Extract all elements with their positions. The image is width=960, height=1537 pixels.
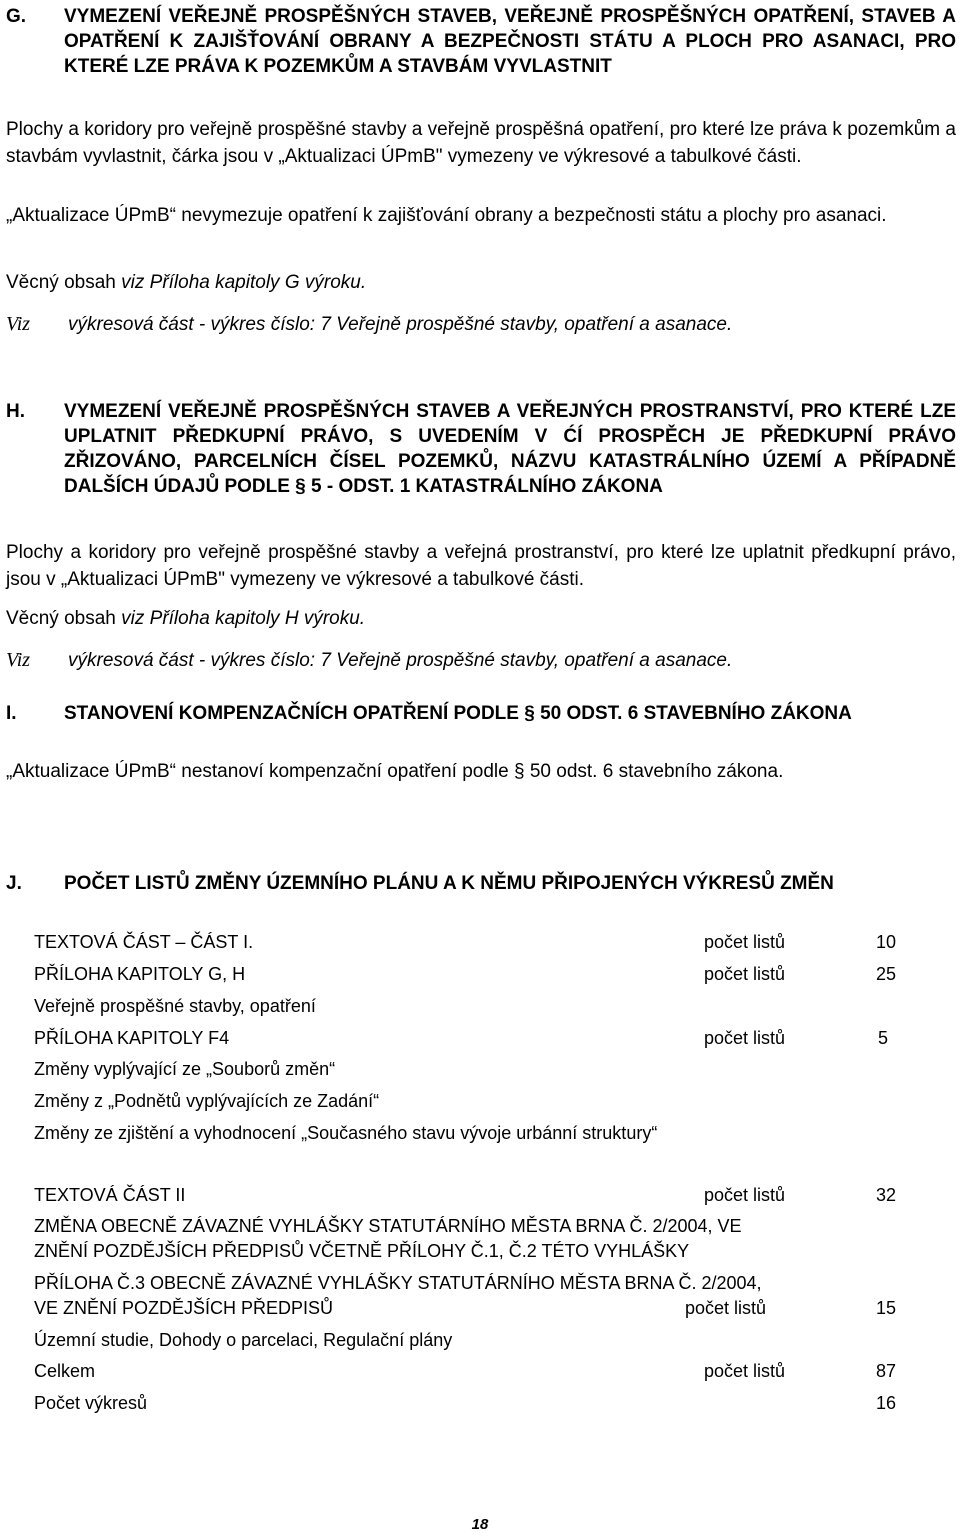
row-unit: počet listů <box>704 1361 786 1381</box>
row-count: 15 <box>875 1298 896 1318</box>
paragraph: Plochy a koridory pro veřejně prospěšné stavby a veřejná prostranství, pro které lze uplatnit předkupní právo, jsou v „Aktualizaci ÚPmB" vymezeny ve výkresové a tabulkové části. <box>6 542 956 590</box>
row-label: Změny vyplývající ze „Souborů změn“ <box>34 1059 336 1079</box>
row-label: Počet výkresů <box>34 1393 148 1413</box>
viz-label: Viz <box>6 649 31 671</box>
section-number: I. <box>6 703 17 724</box>
row-unit: počet listů <box>704 1185 786 1205</box>
row-label: Veřejně prospěšné stavby, opatření <box>34 996 316 1016</box>
section-number: H. <box>6 401 25 422</box>
viz-text: výkresová část - výkres číslo: 7 Veřejně prospěšné stavby, opatření a asanace. <box>68 314 733 335</box>
vyhlaska-line: ZNĚNÍ POZDĚJŠÍCH PŘEDPISŮ VČETNĚ PŘÍLOHY Č.1, Č.2 TÉTO VYHLÁŠKY <box>34 1241 690 1261</box>
paragraph: „Aktualizace ÚPmB“ nevymezuje opatření k zajišťování obrany a bezpečnosti státu a plochy pro asanaci. <box>6 205 887 226</box>
sheet-count-row <box>34 994 896 1018</box>
drawing-reference <box>6 647 956 674</box>
row-label: Celkem <box>34 1361 96 1381</box>
studie-line: Územní studie, Dohody o parcelaci, Regulační plány <box>34 1330 453 1350</box>
sheet-count-row <box>34 1026 896 1050</box>
content-reference-link: viz Příloha kapitoly H výroku. <box>121 608 366 629</box>
viz-label: Viz <box>6 313 31 335</box>
row-label: Změny z „Podnětů vyplývajících ze Zadání“ <box>34 1091 380 1111</box>
section-g-heading <box>6 4 956 79</box>
section-title: VYMEZENÍ VEŘEJNĚ PROSPĚŠNÝCH STAVEB A VEŘEJNÝCH PROSTRANSTVÍ, PRO KTERÉ LZE UPLATNIT PŘEDKUPNÍ PRÁVO, S UVEDENÍM V ĆÍ PROSPĚCH JE PŘEDKUPNÍ PRÁVO ZŘIZOVÁNO, PARCELNÍCH ČÍSEL POZEMKŮ, NÁZVU KATASTRÁLNÍHO ÚZEMÍ A PŘÍPADNĚ DALŠÍCH ÚDAJŮ PODLE § 5 - ODST. 1 KATASTRÁLNÍHO ZÁKONA <box>64 401 956 497</box>
content-reference <box>6 270 956 296</box>
page-number: 18 <box>471 1516 489 1533</box>
paragraph: Plochy a koridory pro veřejně prospěšné stavby a veřejně prospěšná opatření, pro které lze práva k pozemkům a stavbám vyvlastnit, čárka jsou v „Aktualizaci ÚPmB" vymezeny ve výkresové a tabulkové části. <box>6 119 956 167</box>
row-label: PŘÍLOHA KAPITOLY G, H <box>34 964 246 984</box>
row-label: VE ZNĚNÍ POZDĚJŠÍCH PŘEDPISŮ <box>34 1298 334 1318</box>
priloha-line: PŘÍLOHA Č.3 OBECNĚ ZÁVAZNÉ VYHLÁŠKY STATUTÁRNÍHO MĚSTA BRNA Č. 2/2004, <box>34 1273 762 1293</box>
content-reference-label: Věcný obsah <box>6 608 122 629</box>
row-unit: počet listů <box>704 932 786 952</box>
row-count: 16 <box>875 1393 896 1413</box>
content-reference-label: Věcný obsah <box>6 272 122 293</box>
paragraph: „Aktualizace ÚPmB“ nestanoví kompenzační opatření podle § 50 odst. 6 stavebního zákona. <box>6 761 784 782</box>
drawing-reference <box>6 311 956 338</box>
row-label: TEXTOVÁ ČÁST – ČÁST I. <box>34 932 254 952</box>
section-number: J. <box>6 873 22 894</box>
section-title: VYMEZENÍ VEŘEJNĚ PROSPĚŠNÝCH STAVEB, VEŘEJNĚ PROSPĚŠNÝCH OPATŘENÍ, STAVEB A OPATŘENÍ K ZAJIŠŤOVÁNÍ OBRANY A BEZPEČNOSTI STÁTU A PLOCH PRO ASANACI, PRO KTERÉ LZE PRÁVA K POZEMKŮM A STAVBÁM VYVLASTNIT <box>64 6 956 77</box>
content-reference-link: viz Příloha kapitoly G výroku. <box>121 272 367 293</box>
section-h-heading <box>6 399 956 499</box>
row-unit: počet listů <box>704 1028 786 1048</box>
row-unit: počet listů <box>704 964 786 984</box>
row-unit: počet listů <box>685 1298 767 1318</box>
section-title: STANOVENÍ KOMPENZAČNÍCH OPATŘENÍ PODLE § 50 ODST. 6 STAVEBNÍHO ZÁKONA <box>64 703 852 724</box>
row-count: 5 <box>877 1028 888 1048</box>
viz-text: výkresová část - výkres číslo: 7 Veřejně prospěšné stavby, opatření a asanace. <box>68 650 733 671</box>
section-number: G. <box>6 6 27 27</box>
section-title: POČET LISTŮ ZMĚNY ÚZEMNÍHO PLÁNU A K NĚMU PŘIPOJENÝCH VÝKRESŮ ZMĚN <box>64 873 834 894</box>
sheet-count-row <box>34 1057 896 1081</box>
row-count: 32 <box>875 1185 896 1205</box>
row-count: 10 <box>875 932 896 952</box>
sheet-count-row <box>34 962 896 986</box>
vyhlaska-line: ZMĚNA OBECNĚ ZÁVAZNÉ VYHLÁŠKY STATUTÁRNÍHO MĚSTA BRNA Č. 2/2004, VE <box>34 1216 742 1236</box>
sheet-count-row <box>34 1183 896 1207</box>
row-count: 87 <box>875 1361 896 1381</box>
sheet-count-row <box>34 1121 896 1145</box>
total-row <box>34 1359 896 1383</box>
content-reference <box>6 606 956 632</box>
row-label: Změny ze zjištění a vyhodnocení „Současného stavu vývoje urbánní struktury“ <box>34 1123 658 1143</box>
sheet-count-row <box>34 930 896 954</box>
sheet-count-row <box>34 1089 896 1113</box>
sheet-count-row <box>34 1296 896 1320</box>
drawings-row <box>34 1391 896 1415</box>
section-i-heading <box>6 700 956 727</box>
row-label: PŘÍLOHA KAPITOLY F4 <box>34 1028 230 1048</box>
section-j-heading <box>6 870 956 897</box>
row-label: TEXTOVÁ ČÁST II <box>34 1185 186 1205</box>
row-count: 25 <box>875 964 896 984</box>
